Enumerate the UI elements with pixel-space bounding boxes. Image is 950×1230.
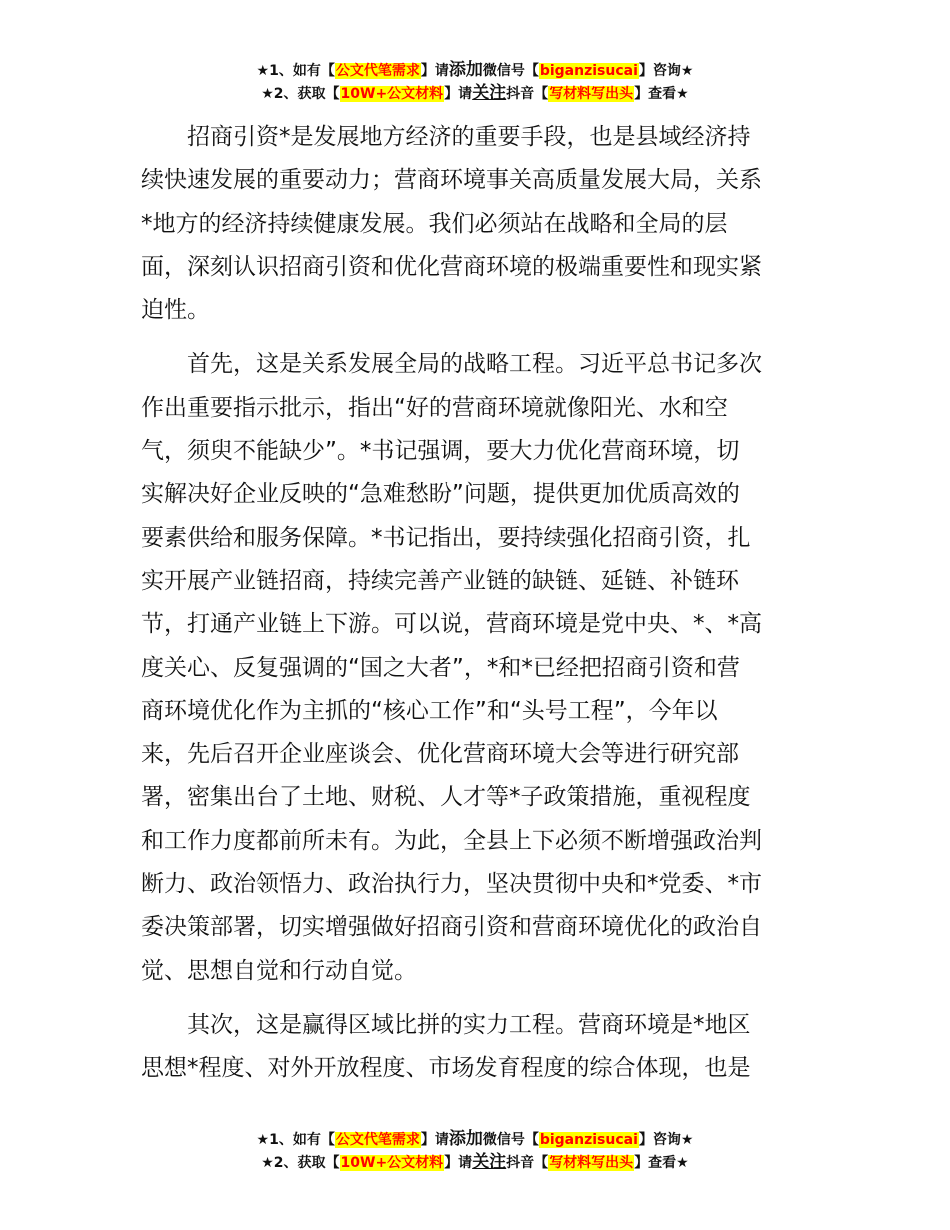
banner-line-2 (0, 1151, 950, 1174)
text-line: 面，深刻认识招商引资和优化营商环境的极端重要性和现实紧 (141, 253, 762, 280)
text-line: 思想*程度、对外开放程度、市场发育程度的综合体现，也是 (141, 1055, 751, 1082)
text-line: 署，密集出台了土地、财税、人才等*子政策措施，重视程度 (141, 784, 751, 811)
banner-text: 微信号【 (482, 1132, 539, 1148)
text-line: 其次，这是赢得区域比拼的实力工程。营商环境是*地区 (187, 1011, 751, 1038)
text-line: 节，打通产业链上下游。可以说，营商环境是党中央、*、*高 (141, 611, 762, 638)
text-line: 实解决好企业反映的“急难愁盼”问题，提供更加优质高效的 (141, 481, 740, 508)
text-line: 断力、政治领悟力、政治执行力，坚决贯彻中央和*党委、*市 (141, 871, 762, 898)
paragraph (141, 116, 813, 332)
banner-text: 】查看★ (634, 1155, 689, 1171)
text-line: 和工作力度都前所未有。为此，全县上下必须不断增强政治判 (141, 827, 762, 854)
banner-line-1 (0, 59, 950, 82)
banner-text: 微信号【 (482, 63, 539, 79)
banner-emphasis: 关注 (472, 1152, 507, 1172)
banner-line-2 (0, 82, 950, 105)
highlight-wechat-id: biganzisucai (539, 63, 638, 79)
banner-text: ★1、如有【 (256, 1132, 335, 1148)
banner-text: 】请 (420, 1132, 449, 1148)
banner-text: 抖音【 (506, 86, 549, 102)
banner-emphasis: 添加 (448, 60, 483, 80)
highlight-materials: 10W+公文材料 (340, 86, 444, 102)
text-line: 首先，这是关系发展全局的战略工程。习近平总书记多次 (187, 351, 762, 378)
highlight-douyin-id: 写材料写出头 (549, 86, 634, 102)
text-line: 度关心、反复强调的“国之大者”，*和*已经把招商引资和营 (141, 654, 740, 681)
text-line: *地方的经济持续健康发展。我们必须站在战略和全局的层 (141, 210, 728, 237)
banner-text: 】请 (420, 63, 449, 79)
banner-emphasis: 关注 (472, 83, 507, 103)
banner-text: 】查看★ (634, 86, 689, 102)
highlight-service: 公文代笔需求 (335, 1132, 420, 1148)
banner-text: 抖音【 (506, 1155, 549, 1171)
text-line: 实开展产业链招商，持续完善产业链的缺链、延链、补链环 (141, 567, 739, 594)
text-line: 作出重要指示批示，指出“好的营商环境就像阳光、水和空 (141, 394, 728, 421)
highlight-douyin-id: 写材料写出头 (549, 1155, 634, 1171)
text-line: 要素供给和服务保障。*书记指出，要持续强化招商引资，扎 (141, 524, 751, 551)
footer-banner (0, 1128, 950, 1174)
banner-text: 】请 (444, 1155, 473, 1171)
document-body (141, 116, 813, 1091)
text-line: 委决策部署，切实增强做好招商引资和营商环境优化的政治自 (141, 914, 762, 941)
text-line: 气，须臾不能缺少”。*书记强调，要大力优化营商环境，切 (141, 438, 740, 465)
text-line: 商环境优化作为主抓的“核心工作”和“头号工程”，今年以 (141, 697, 718, 724)
banner-text: ★2、获取【 (261, 1155, 340, 1171)
banner-line-1 (0, 1128, 950, 1151)
text-line: 迫性。 (141, 297, 210, 324)
header-banner (0, 59, 950, 105)
banner-emphasis: 添加 (448, 1129, 483, 1149)
banner-text: 】请 (444, 86, 473, 102)
paragraph (141, 343, 813, 992)
text-line: 续快速发展的重要动力；营商环境事关高质量发展大局，关系 (141, 167, 762, 194)
banner-text: 】咨询★ (638, 1132, 694, 1148)
paragraph (141, 1004, 813, 1091)
banner-text: ★1、如有【 (256, 63, 335, 79)
highlight-wechat-id: biganzisucai (539, 1132, 638, 1148)
text-line: 觉、思想自觉和行动自觉。 (141, 957, 417, 984)
text-line: 来，先后召开企业座谈会、优化营商环境大会等进行研究部 (141, 741, 739, 768)
highlight-materials: 10W+公文材料 (340, 1155, 444, 1171)
text-line: 招商引资*是发展地方经济的重要手段，也是县域经济持 (187, 124, 751, 150)
banner-text: ★2、获取【 (261, 86, 340, 102)
banner-text: 】咨询★ (638, 63, 694, 79)
highlight-service: 公文代笔需求 (335, 63, 420, 79)
